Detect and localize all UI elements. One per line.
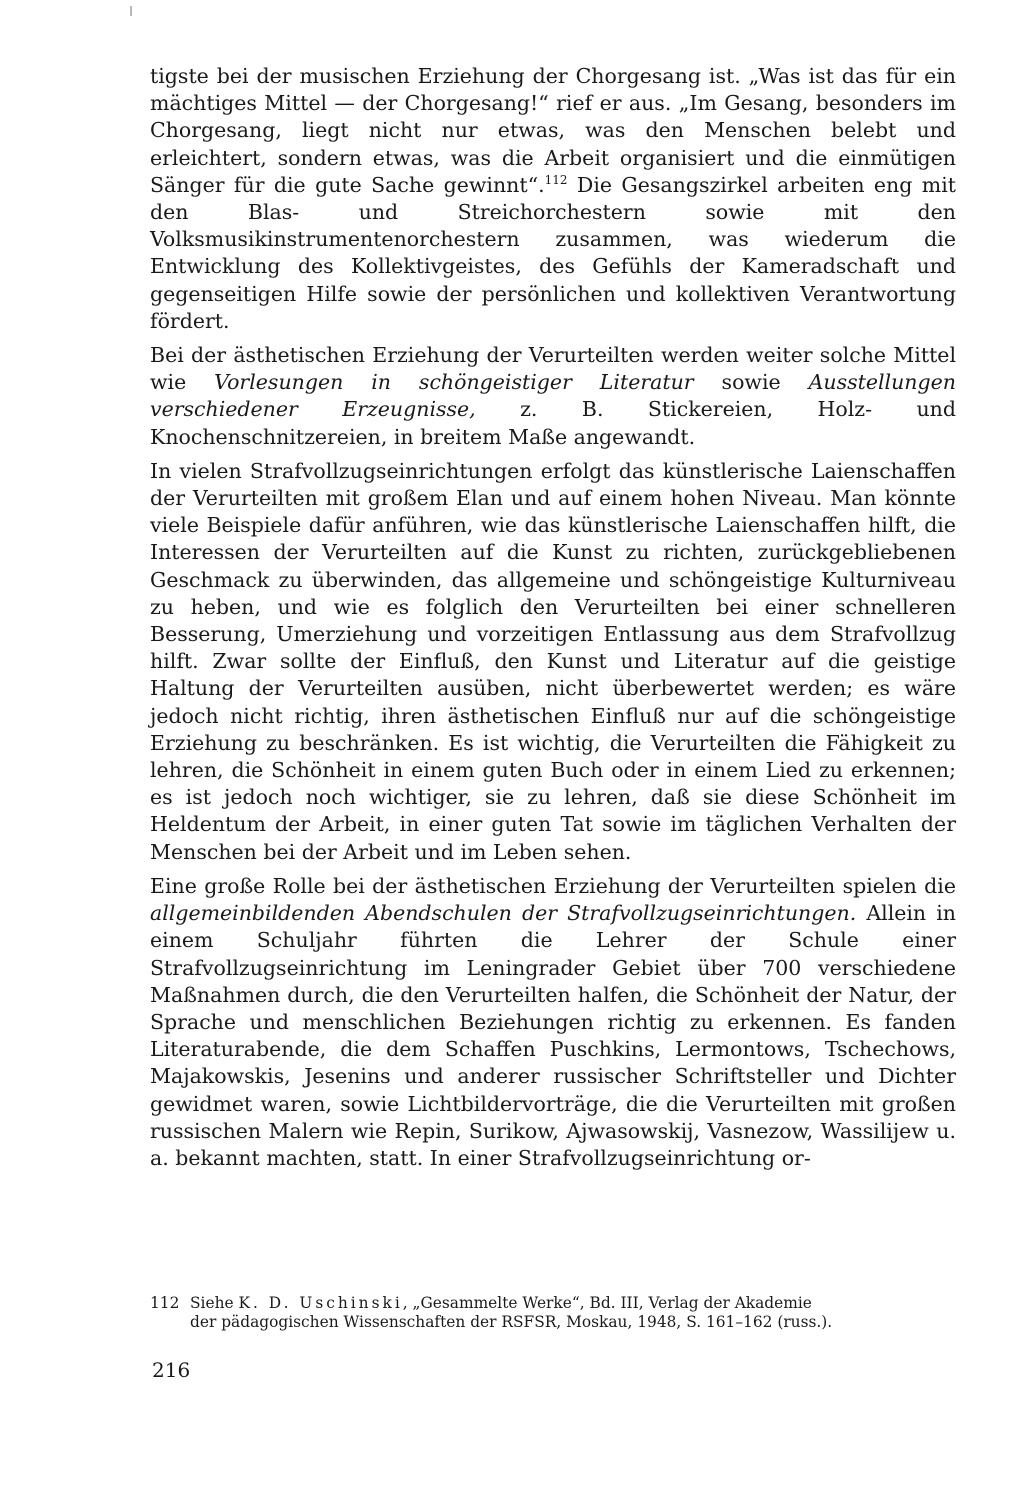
footnote-reference: 112 [544,172,568,187]
emphasized-text: Ausstellungen verschiedener Erzeugnisse, [150,370,956,422]
paragraph-1 [150,63,956,335]
paragraph-text: Die Gesangszirkel arbeiten eng mit den Blas- und Streichorchestern sowie mit den Volksmusikinstrumentenorchestern zusammen, was wiederum die Entwicklung des Kollektivgeistes, des Gefühls der Kameradschaft und gegenseitigen Hilfe sowie der persönlichen und kollektiven Verantwortung fördert. [150,172,957,333]
paragraph-text: z. B. Stickereien, Holz- und Knochenschnitzereien, in breitem Maße angewandt. [150,397,956,449]
emphasized-text: Vorlesungen in schöngeistiger Literatur [214,370,694,395]
scan-mark [130,6,132,16]
emphasized-text: allgemeinbildenden Abendschulen der Strafvollzugseinrichtungen. [150,901,857,926]
footnote-number: 112 [150,1294,180,1312]
footnote-text-after: , „Gesammelte Werke“, Bd. III, Verlag der Akademie [402,1294,812,1312]
footnote-line-2: der pädagogischen Wissenschaften der RSFSR, Moskau, 1948, S. 161–162 (russ.). [190,1313,833,1331]
page-body [150,63,956,1179]
paragraph-4 [150,873,956,1172]
paragraph-text: Bei der ästhetischen Erziehung der Verurteilten werden weiter solche Mittel wie [150,343,956,395]
footnote [150,1294,956,1332]
paragraph-text: In vielen Strafvollzugseinrichtungen erfolgt das künstlerische Laienschaffen der Verurteilten mit großem Elan und auf einem hohen Niveau. Man könnte viele Beispiele dafür anführen, wie das künstlerische Laienschaffen hilft, die Interessen der Verurteilten auf die Kunst zu richten, zurückgebliebenen Geschmack zu überwinden, das allgemeine und schöngeistige Kulturniveau zu heben, und wie es folglich den Verurteilten bei einer schnelleren Besserung, Umerziehung und vorzeitigen Entlassung aus dem Strafvollzug hilft. Zwar sollte der Einfluß, den Kunst und Literatur auf die geistige Haltung der Verurteilten ausüben, nicht überbewertet werden; es wäre jedoch nicht richtig, ihren ästhetischen Einfluß nur auf die schöngeistige Erziehung zu beschränken. Es ist wichtig, die Verurteilten die Fähigkeit zu lehren, die Schönheit in einem guten Buch oder in einem Lied zu erkennen; es ist jedoch noch wichtiger, sie zu lehren, daß sie diese Schönheit im Heldentum der Arbeit, in einer guten Tat sowie im täglichen Verhalten der Menschen bei der Arbeit und im Leben sehen. [150,458,956,864]
footnote-author: K. D. Uschinski [238,1294,403,1312]
paragraph-text: sowie [693,370,809,395]
page-number: 216 [152,1358,191,1382]
paragraph-text: Eine große Rolle bei der ästhetischen Erziehung der Verurteilten spielen die [150,873,956,898]
paragraph-text: Allein in einem Schuljahr führten die Lehrer der Schule einer Strafvollzugseinrichtung im Leningrader Gebiet über 700 verschiedene Maßnahmen durch, die den Verurteilten halfen, die Schönheit der Natur, der Sprache und menschlichen Beziehungen richtig zu erkennen. Es fanden Literaturabende, die dem Schaffen Puschkins, Lermontows, Tschechows, Majakowskis, Jesenins und anderer russischer Schriftsteller und Dichter gewidmet waren, sowie Lichtbildervorträge, die die Verurteilten mit großen russischen Malern wie Repin, Surikow, Ajwasowskij, Vasnezow, Wassilijew u. a. bekannt machten, statt. In einer Strafvollzugseinrichtung or- [150,901,956,1170]
paragraph-text: tigste bei der musischen Erziehung der Chorgesang ist. „Was ist das für ein mächtiges Mittel — der Chorgesang!“ rief er aus. „Im Gesang, besonders im Chorgesang, liegt nicht nur etwas, was den Menschen belebt und erleichtert, sondern etwas, was die Arbeit organisiert und die einmütigen Sänger für die gute Sache gewinnt“. [150,64,956,197]
footnote-text-before: Siehe [190,1294,239,1312]
paragraph-3 [150,458,956,866]
paragraph-2 [150,342,956,451]
